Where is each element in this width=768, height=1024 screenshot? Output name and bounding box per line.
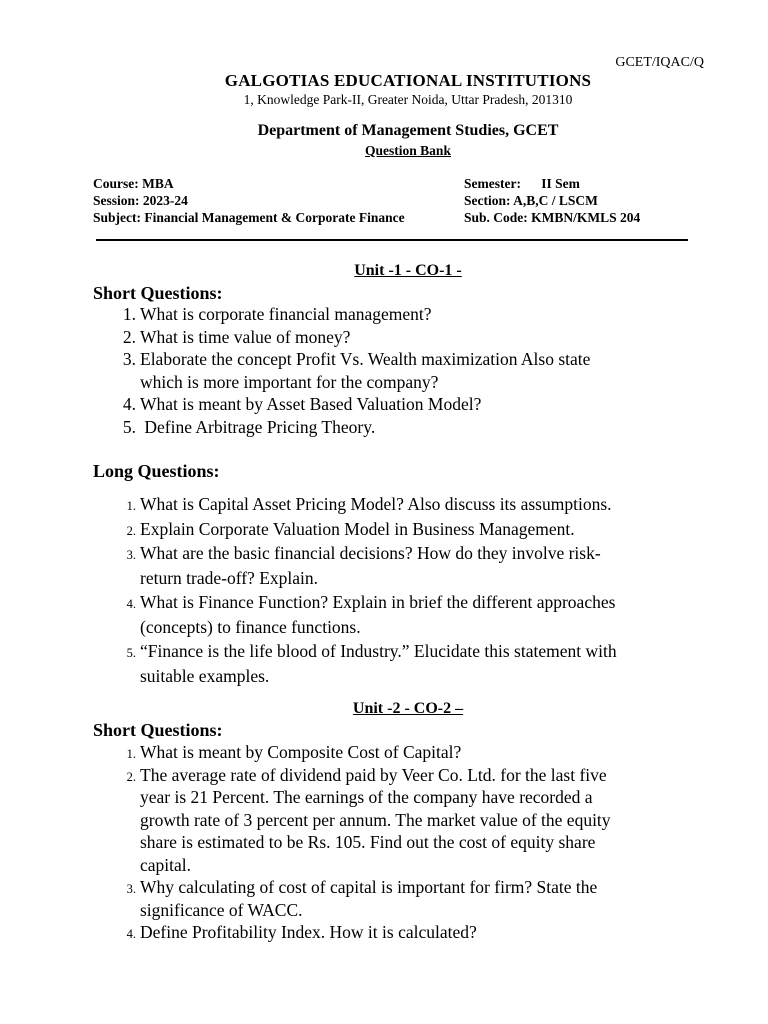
section-field: Section: A,B,C / LSCM [464, 193, 598, 208]
semester-field: Semester: II Sem [464, 176, 580, 191]
unit-2-short-question-text: capital. [140, 854, 192, 875]
unit-1-short-question-number: 3. [122, 349, 136, 369]
institution-address: 1, Knowledge Park-II, Greater Noida, Uttar Pradesh, 201310 [243, 92, 573, 107]
unit-1-heading: Unit -1 - CO-1 - [354, 262, 462, 279]
unit-1-short-question-number: 5. [122, 416, 136, 437]
department-name: Department of Management Studies, GCET [257, 122, 559, 139]
unit-1-short-question-number: 4. [122, 394, 136, 414]
unit-1-long-question-text: What is Finance Function? Explain in brief the different approaches [140, 592, 616, 612]
unit-1-long-question-text: (concepts) to finance functions. [140, 616, 361, 637]
session-field: Session: 2023-24 [93, 193, 188, 208]
unit-1-long-question-text: What is Capital Asset Pricing Model? Also discuss its assumptions. [140, 494, 612, 514]
unit-2-short-question-text: share is estimated to be Rs. 105. Find out the cost of equity share [140, 832, 596, 852]
unit-2-short-question-text: Why calculating of cost of capital is important for firm? State the [140, 877, 598, 897]
unit-1-long-question-text: Explain Corporate Valuation Model in Business Management. [140, 518, 575, 539]
unit-1-short-question-number: 1. [122, 304, 136, 324]
unit-2-short-question-number: 2. [126, 769, 136, 784]
unit-1-long-question-number: 3. [126, 548, 136, 562]
course-field: Course: MBA [93, 176, 174, 191]
subject-field: Subject: Financial Management & Corporate Finance [93, 210, 405, 225]
unit-2-short-question-text: significance of WACC. [140, 899, 303, 920]
unit-2-heading: Unit -2 - CO-2 – [352, 700, 464, 717]
unit-2-short-question-text: What is meant by Composite Cost of Capital? [140, 742, 462, 762]
unit-1-short-heading: Short Questions: [93, 283, 223, 303]
document-ref-code: GCET/IQAC/Q [615, 55, 704, 70]
unit-2-short-question-text: growth rate of 3 percent per annum. The market value of the equity [140, 809, 611, 830]
unit-2-short-question-text: The average rate of dividend paid by Veer Co. Ltd. for the last five [140, 764, 607, 785]
header-divider [96, 239, 688, 241]
unit-1-long-heading: Long Questions: [93, 461, 220, 481]
unit-2-short-question-number: 4. [126, 927, 136, 941]
unit-2-short-question-text: Define Profitability Index. How it is calculated? [140, 922, 477, 942]
unit-1-long-question-text: suitable examples. [140, 665, 270, 686]
institution-name: GALGOTIAS EDUCATIONAL INSTITUTIONS [224, 71, 592, 90]
unit-2-short-heading: Short Questions: [93, 720, 223, 740]
unit-1-long-question-text: What are the basic financial decisions? How do they involve risk- [140, 543, 601, 563]
document-title: Question Bank [365, 143, 451, 158]
unit-1-short-question-text: which is more important for the company? [140, 371, 439, 392]
unit-2-short-question-text: year is 21 Percent. The earnings of the company have recorded a [140, 787, 593, 807]
unit-1-short-question-text: Elaborate the concept Profit Vs. Wealth maximization Also state [140, 349, 591, 369]
unit-1-long-question-number: 1. [126, 499, 136, 513]
unit-1-short-question-text: What is meant by Asset Based Valuation Model? [140, 394, 482, 414]
unit-1-long-question-number: 4. [126, 597, 136, 611]
unit-1-long-question-number: 5. [126, 646, 136, 660]
sub-code-field: Sub. Code: KMBN/KMLS 204 [464, 210, 641, 225]
unit-1-short-question-number: 2. [122, 326, 136, 347]
unit-1-short-question-text: Define Arbitrage Pricing Theory. [140, 416, 376, 437]
unit-2-short-question-number: 1. [126, 747, 136, 761]
unit-1-long-question-text: return trade-off? Explain. [140, 567, 318, 588]
unit-1-long-question-text: “Finance is the life blood of Industry.” Elucidate this statement with [140, 641, 617, 661]
unit-2-short-question-number: 3. [126, 882, 136, 896]
unit-1-long-question-number: 2. [126, 523, 136, 538]
unit-1-short-question-text: What is corporate financial management? [140, 304, 432, 324]
unit-1-short-question-text: What is time value of money? [140, 326, 351, 347]
